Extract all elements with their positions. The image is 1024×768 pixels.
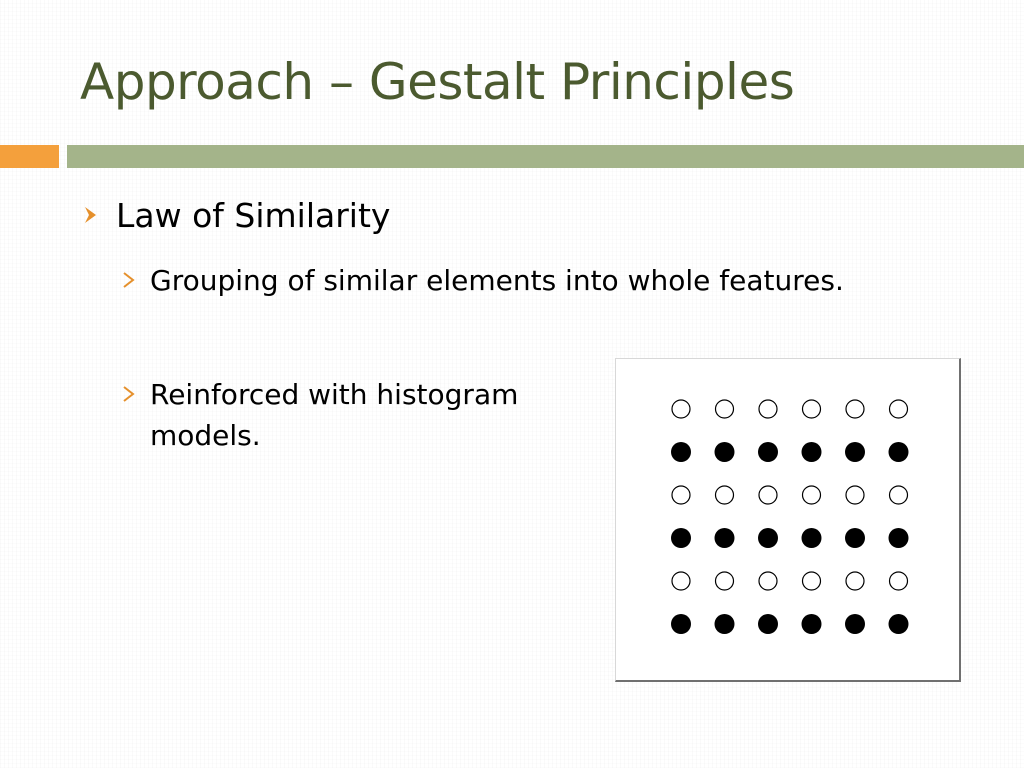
bullet-text: Reinforced with histogram models. [150,378,519,452]
filled-dot [889,614,909,634]
hollow-dot [759,486,777,504]
hollow-dot [759,572,777,590]
filled-dot [758,528,778,548]
hollow-dot [716,400,734,418]
accent-bar [0,145,59,168]
hollow-dot [803,400,821,418]
bullet-text: Law of Similarity [116,196,391,235]
bullet-level-2 [122,374,542,456]
filled-dot [715,614,735,634]
filled-dot [671,442,691,462]
hollow-dot [672,572,690,590]
slide-title: Approach – Gestalt Principles [80,53,795,111]
hollow-dot [716,572,734,590]
hollow-dot [803,572,821,590]
bullet-arrow-icon [122,384,136,404]
hollow-dot [890,572,908,590]
hollow-dot [846,400,864,418]
filled-dot [889,442,909,462]
filled-dot [802,614,822,634]
filled-dot [845,442,865,462]
hollow-dot [803,486,821,504]
filled-dot [802,442,822,462]
filled-dot [845,528,865,548]
hollow-dot [890,486,908,504]
bullet-arrow-icon [122,270,136,290]
filled-dot [758,442,778,462]
similarity-dot-grid-figure [615,358,961,682]
bullet-arrow-icon [84,204,98,226]
hollow-dot [716,486,734,504]
hollow-dot [672,486,690,504]
bullet-text: Grouping of similar elements into whole features. [150,264,844,297]
filled-dot [889,528,909,548]
title-underline-bar [67,145,1024,168]
dot-grid [616,359,962,683]
filled-dot [758,614,778,634]
hollow-dot [890,400,908,418]
bullet-level-2 [122,260,882,301]
hollow-dot [846,486,864,504]
bullet-level-1 [84,194,390,238]
filled-dot [671,614,691,634]
hollow-dot [672,400,690,418]
hollow-dot [759,400,777,418]
filled-dot [715,442,735,462]
filled-dot [671,528,691,548]
hollow-dot [846,572,864,590]
filled-dot [715,528,735,548]
filled-dot [802,528,822,548]
filled-dot [845,614,865,634]
